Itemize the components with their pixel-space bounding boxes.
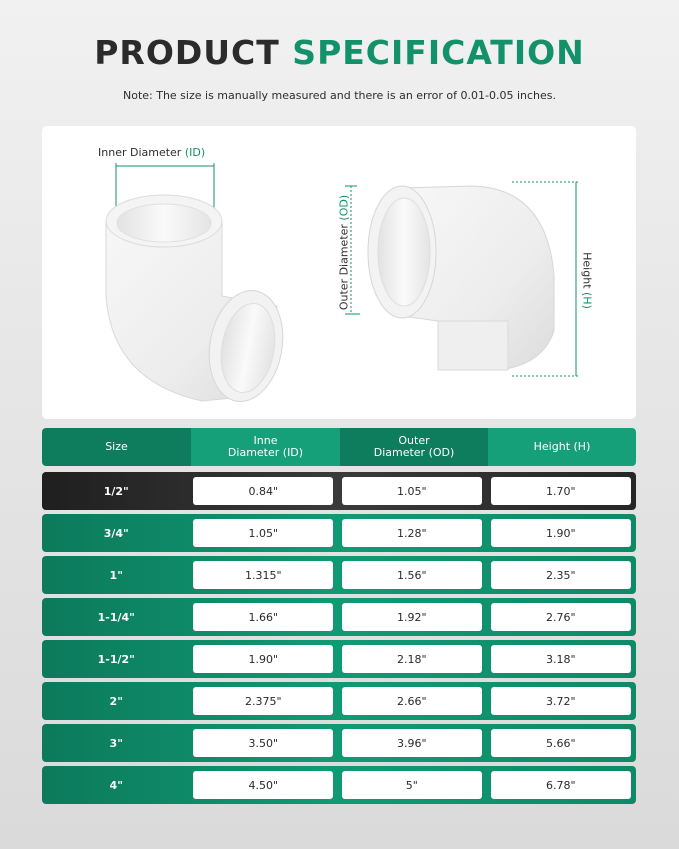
cell-size: 2" (109, 694, 123, 708)
header-size: Size (42, 428, 191, 466)
cell-height: 5.66" (491, 729, 632, 757)
cell-size: 1-1/4" (97, 610, 135, 624)
inner-diameter-text: Inner Diameter (98, 146, 185, 159)
header-od-line2: Diameter (OD) (373, 446, 455, 459)
cell-inner-diameter: 1.315" (193, 561, 333, 589)
cell-outer-diameter: 2.18" (342, 645, 482, 673)
title-specification: SPECIFICATION (292, 33, 585, 72)
diagram-card (42, 126, 636, 419)
cell-size: 1" (109, 568, 123, 582)
cell-size: 1-1/2" (97, 652, 135, 666)
elbow-fitting-side-image (42, 126, 636, 419)
table-row (42, 598, 636, 636)
page-title (0, 33, 679, 72)
cell-inner-diameter: 1.66" (193, 603, 333, 631)
cell-height: 2.35" (491, 561, 632, 589)
table-row (42, 472, 636, 510)
cell-inner-diameter: 2.375" (193, 687, 333, 715)
outer-diameter-abbr: (OD) (337, 194, 351, 221)
cell-height: 6.78" (491, 771, 632, 799)
table-header (42, 428, 636, 466)
cell-height: 3.18" (491, 645, 632, 673)
cell-outer-diameter: 1.05" (342, 477, 482, 505)
cell-outer-diameter: 3.96" (342, 729, 482, 757)
cell-size: 3/4" (103, 526, 129, 540)
cell-outer-diameter: 1.28" (342, 519, 482, 547)
cell-inner-diameter: 4.50" (193, 771, 333, 799)
table-row (42, 640, 636, 678)
table-row (42, 682, 636, 720)
cell-inner-diameter: 0.84" (193, 477, 333, 505)
header-id-line1: Inne (253, 434, 278, 447)
cell-height: 1.70" (491, 477, 632, 505)
cell-outer-diameter: 2.66" (342, 687, 482, 715)
height-abbr: (H) (580, 292, 594, 309)
cell-size: 1/2" (103, 484, 129, 498)
header-height: Height (H) (488, 428, 636, 466)
inner-diameter-abbr: (ID) (184, 146, 206, 159)
cell-height: 1.90" (491, 519, 632, 547)
cell-outer-diameter: 1.56" (342, 561, 482, 589)
cell-outer-diameter: 1.92" (342, 603, 482, 631)
table-row (42, 514, 636, 552)
title-product: PRODUCT (94, 33, 280, 72)
header-od-line1: Outer (398, 434, 430, 447)
measurement-note: Note: The size is manually measured and there is an error of 0.01-0.05 inches. (122, 89, 557, 102)
table-row (42, 556, 636, 594)
table-row (42, 724, 636, 762)
header-outer-diameter (340, 428, 488, 466)
header-id-line2: Diameter (ID) (227, 446, 304, 459)
cell-height: 2.76" (491, 603, 632, 631)
cell-size: 4" (109, 778, 123, 792)
cell-outer-diameter: 5" (342, 771, 482, 799)
cell-height: 3.72" (491, 687, 632, 715)
height-text: Height (580, 252, 594, 292)
header-inner-diameter (191, 428, 340, 466)
cell-size: 3" (109, 736, 123, 750)
outer-diameter-text: Outer Diameter (337, 220, 351, 311)
cell-inner-diameter: 1.05" (193, 519, 333, 547)
table-row (42, 766, 636, 804)
cell-inner-diameter: 1.90" (193, 645, 333, 673)
cell-inner-diameter: 3.50" (193, 729, 333, 757)
